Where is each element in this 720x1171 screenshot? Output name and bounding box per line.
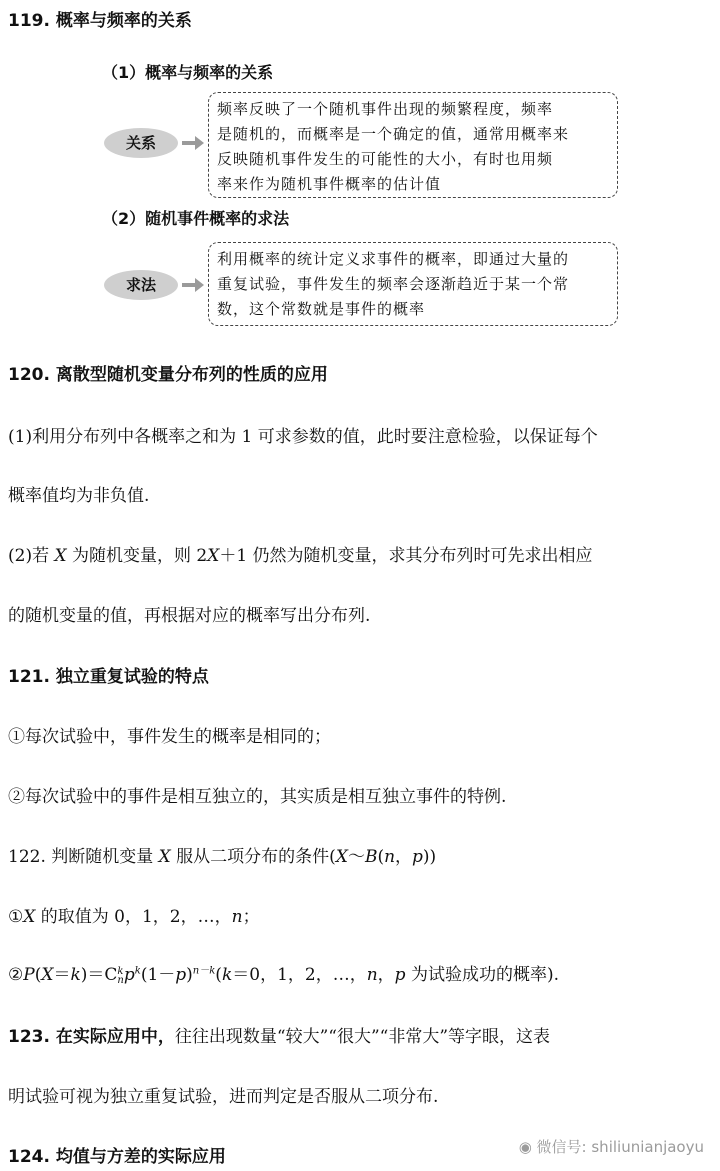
item-122-2: ②P(X＝k)＝C k n $p^k(1-p)^{n-k}(k=0$，1，2，…，n，p 为试验成功的概率). <box>8 965 559 986</box>
relation-box <box>208 92 618 198</box>
heading-122: 122. 判断随机变量 X 服从二项分布的条件(X～B(n，p)) <box>8 847 437 867</box>
para-120-2a: (2)若 X 为随机变量，则 2X＋1 仍然为随机变量，求其分布列时可先求出相应 <box>8 546 593 566</box>
heading-120: 120. 离散型随机变量分布列的性质的应用 <box>8 365 328 385</box>
para-123-b: 明试验可视为独立重复试验，进而判定是否服从二项分布. <box>8 1087 439 1107</box>
relation-line: 是随机的，而概率是一个确定的值，通常用概率来 <box>217 125 570 143</box>
relation-line: 频率反映了一个随机事件出现的频繁程度，频率 <box>217 100 554 118</box>
subheading-119-2: （2）随机事件概率的求法 <box>102 209 290 228</box>
para-120-1b: 概率值均为非负值. <box>8 486 150 506</box>
method-line: 重复试验，事件发生的频率会逐渐趋近于某一个常 <box>217 275 570 293</box>
item-122-1: ①X 的取值为 0，1，2，…，n； <box>8 907 260 927</box>
item-121-1: ①每次试验中，事件发生的概率是相同的； <box>8 727 331 747</box>
subheading-119-1: （1）概率与频率的关系 <box>102 63 274 82</box>
heading-119: 119. 概率与频率的关系 <box>8 11 192 31</box>
method-line: 利用概率的统计定义求事件的概率，即通过大量的 <box>217 250 570 268</box>
pill-method: 求法 <box>104 270 178 300</box>
heading-124: 124. 均值与方差的实际应用 <box>8 1147 226 1167</box>
watermark: ◉ 微信号: shiliunianjaoyu <box>518 1138 704 1156</box>
arrow-right-icon <box>182 139 204 147</box>
arrow-right-icon <box>182 281 204 289</box>
method-box <box>208 242 618 326</box>
relation-line: 反映随机事件发生的可能性的大小，有时也用频 <box>217 150 554 168</box>
wechat-icon: ◉ <box>518 1138 537 1156</box>
para-120-2b: 的随机变量的值，再根据对应的概率写出分布列. <box>8 606 371 626</box>
relation-line: 率来作为随机事件概率的估计值 <box>217 175 442 193</box>
para-120-1a: (1)利用分布列中各概率之和为 1 可求参数的值，此时要注意检验，以保证每个 <box>8 427 598 447</box>
para-123-a: 123. 在实际应用中，往往出现数量“较大”“很大”“非常大”等字眼，这表 <box>8 1027 551 1047</box>
method-line: 数，这个常数就是事件的概率 <box>217 300 426 318</box>
pill-relation: 关系 <box>104 128 178 158</box>
item-121-2: ②每次试验中的事件是相互独立的，其实质是相互独立事件的特例. <box>8 787 507 807</box>
heading-121: 121. 独立重复试验的特点 <box>8 667 209 687</box>
